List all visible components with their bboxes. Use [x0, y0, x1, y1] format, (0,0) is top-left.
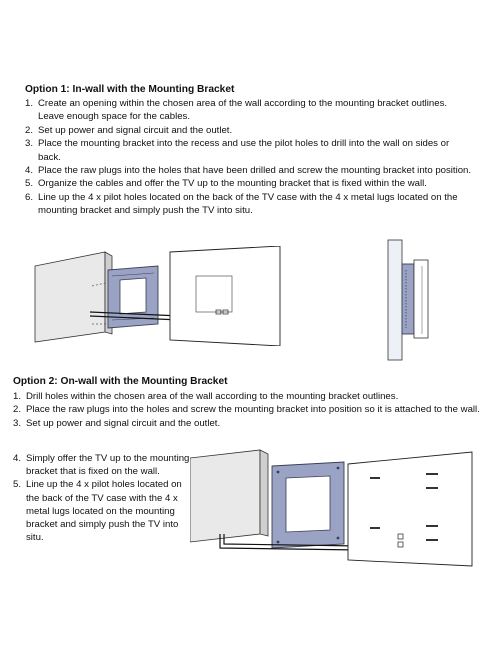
wall-block — [190, 450, 260, 542]
inwall-exploded-illustration — [30, 246, 290, 346]
option1-step-1: 1. Create an opening within the chosen area of the wall according to the mounting bracket outlines. Leave enough space for the cables. — [25, 98, 448, 123]
tv-back-panel — [170, 246, 280, 346]
bracket-profile — [402, 264, 414, 334]
option1-heading: Option 1: In-wall with the Mounting Bracket — [25, 84, 235, 95]
option2-step-3: 3. Set up power and signal circuit and the outlet. — [13, 417, 221, 429]
option1-step-2: 2. Set up power and signal circuit and the outlet. — [25, 124, 233, 136]
onwall-exploded-illustration — [190, 448, 490, 568]
option1-steps-list — [25, 97, 473, 218]
option2-steps-list — [13, 390, 485, 430]
option2-step-4: 4. Simply offer the TV up to the mounting bracket that is fixed on the wall. — [13, 453, 190, 478]
option2-step-2: 2. Place the raw plugs into the holes and screw the mounting bracket into position so it is attached to the wall. — [13, 404, 480, 416]
option2-steps-list-continued — [13, 452, 191, 544]
option1-step-4: 4. Place the raw plugs into the holes that have been drilled and screw the mounting bracket into position. — [25, 165, 472, 177]
tv-back-panel — [348, 452, 472, 566]
option1-step-3: 3. Place the mounting bracket into the recess and use the pilot holes to drill into the wall on sides or back. — [25, 138, 450, 163]
wall-block — [35, 252, 105, 342]
option2-step-1: 1. Drill holes within the chosen area of the wall according to the mounting bracket outlines. — [13, 391, 399, 402]
option1-step-5: 5. Organize the cables and offer the TV up to the mounting bracket that is fixed within the wall. — [25, 178, 427, 190]
option1-step-6: 6. Line up the 4 x pilot holes located on the back of the TV case with the 4 x metal lugs located on the mounting bracket and simply push the TV into situ. — [25, 191, 458, 217]
option2-heading: Option 2: On-wall with the Mounting Bracket — [13, 376, 228, 387]
mounting-bracket — [272, 462, 344, 548]
option2-step-5: 5. Line up the 4 x pilot holes located on the back of the TV case with the 4 x metal lugs located on the mounting bracket and simply push the TV into situ. — [13, 479, 182, 544]
inwall-side-section-illustration — [378, 234, 438, 364]
